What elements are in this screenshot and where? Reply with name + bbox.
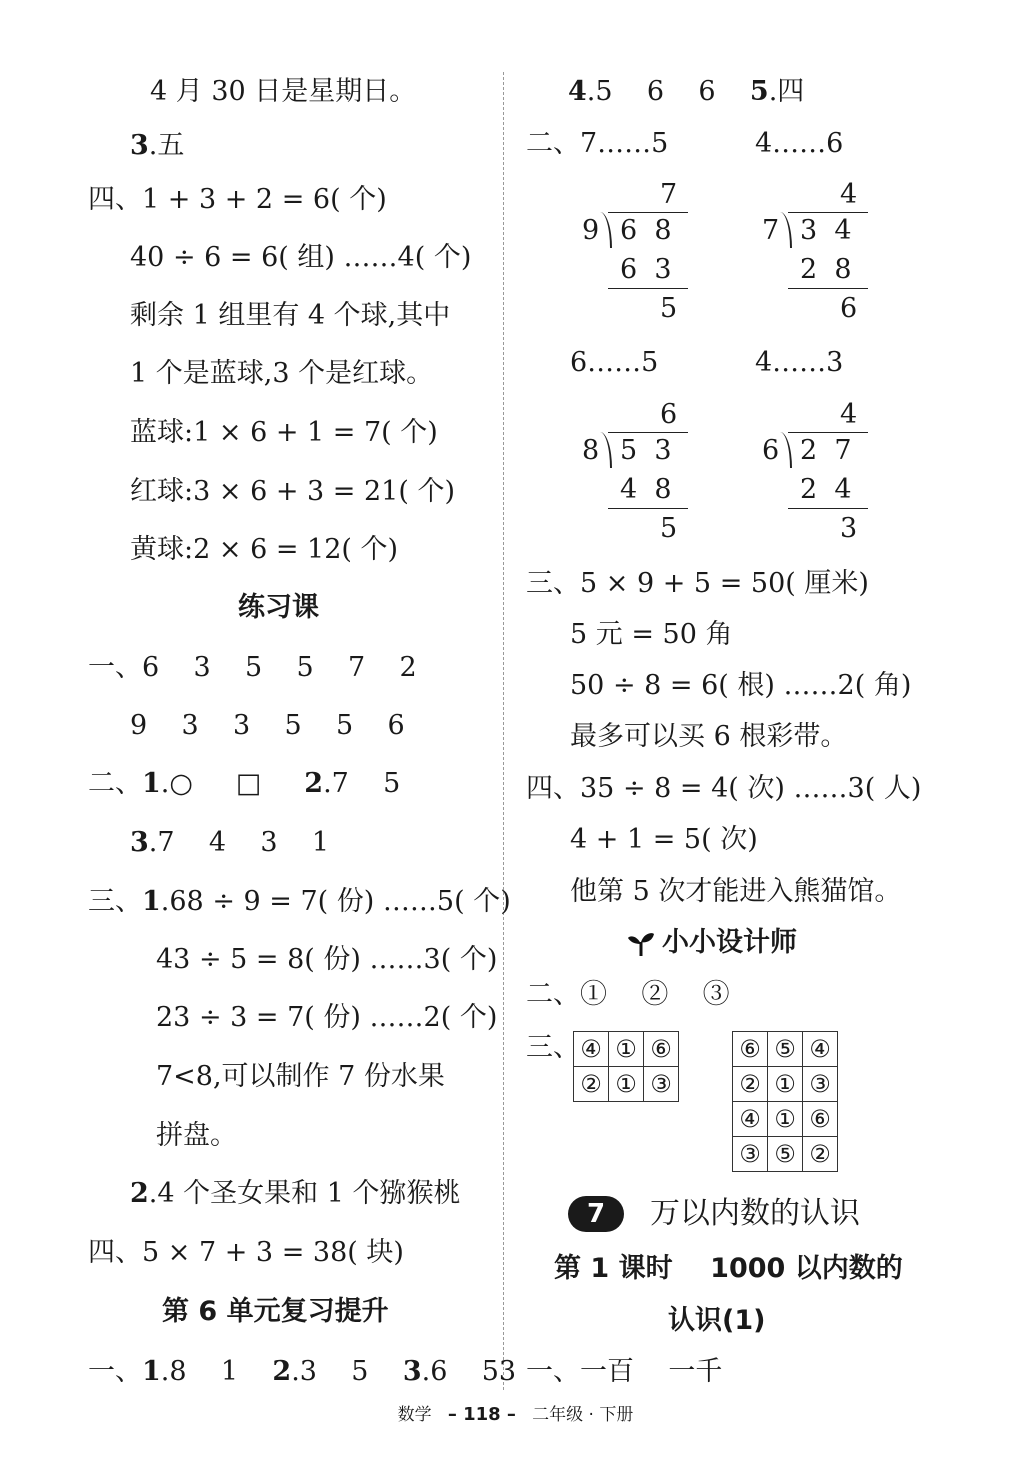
divisor: 9 <box>582 215 600 246</box>
left-line-21 <box>88 1356 516 1388</box>
remainder: 5 <box>660 293 678 324</box>
answer-text: .○ □ <box>160 768 262 799</box>
product: 2 8 <box>800 254 852 285</box>
quotient: 4 <box>840 399 858 430</box>
answer-text: .4 个圣女果和 1 个猕猴桃 <box>148 1178 461 1209</box>
right-line-2a: 二、7……5 <box>526 128 669 159</box>
right-line-13: 一、一百 一千 <box>526 1356 723 1387</box>
division-bar <box>608 212 688 213</box>
item-number: 1 <box>142 1356 161 1387</box>
quotient: 6 <box>660 399 678 430</box>
dividend: 5 3 <box>620 435 672 466</box>
left-line-1: 4 月 30 日是星期日。 <box>150 76 417 107</box>
quotient: 7 <box>660 179 678 210</box>
left-line-10: 一、6 3 5 5 7 2 <box>88 652 417 683</box>
item-number: 1 <box>142 886 161 917</box>
left-line-3: 四、1 + 3 + 2 = 6( 个) <box>88 184 387 215</box>
division-bracket <box>778 212 792 248</box>
grid-cell: ③ <box>803 1067 838 1102</box>
column-divider <box>503 72 504 1390</box>
divisor: 7 <box>762 215 780 246</box>
left-line-5: 剩余 1 组里有 4 个球,其中 <box>130 300 451 331</box>
answer-text: .8 1 <box>160 1356 273 1387</box>
lesson-title-line-2: 认识(1) <box>668 1305 766 1336</box>
remainder: 6 <box>840 293 858 324</box>
division-bracket <box>778 432 792 468</box>
grid-cell: ① <box>768 1102 803 1137</box>
remainder: 5 <box>660 513 678 544</box>
answer-text: .3 5 <box>291 1356 403 1387</box>
footer-subject: 数学 <box>397 1405 432 1425</box>
item-number: 4 <box>568 76 587 107</box>
right-line-5: 5 元 = 50 角 <box>570 619 733 650</box>
dividend: 2 7 <box>800 435 852 466</box>
remainder: 3 <box>840 513 858 544</box>
item-number: 3 <box>130 827 149 858</box>
long-division-1 <box>578 178 728 328</box>
answer-text: .6 53 <box>421 1356 517 1387</box>
divisor: 6 <box>762 435 780 466</box>
right-line-3b: 4……3 <box>755 347 844 378</box>
left-line-19 <box>130 1178 460 1210</box>
left-line-8: 红球:3 × 6 + 3 = 21( 个) <box>130 476 456 507</box>
right-line-6: 50 ÷ 8 = 6( 根) ……2( 角) <box>570 670 912 701</box>
answer-grid-1 <box>573 1031 679 1102</box>
right-line-3a: 6……5 <box>570 347 659 378</box>
right-line-10: 他第 5 次才能进入熊猫馆。 <box>570 876 902 907</box>
lesson-title-line-1: 第 1 课时 1000 以内数的 <box>554 1253 903 1284</box>
grid-cell: ① <box>609 1032 644 1067</box>
footer-grade: 二年级 · 下册 <box>532 1405 634 1425</box>
page-number: – 118 – <box>447 1404 516 1425</box>
left-line-12 <box>88 768 400 800</box>
item-number: 2 <box>272 1356 292 1387</box>
left-line-18: 拼盘。 <box>156 1120 237 1151</box>
left-line-15: 43 ÷ 5 = 8( 份) ……3( 个) <box>156 944 498 975</box>
grid-cell: ② <box>803 1137 838 1172</box>
right-line-8: 四、35 ÷ 8 = 4( 次) ……3( 人) <box>526 773 922 804</box>
item-number: 3 <box>130 130 149 161</box>
unit-number-badge: 7 <box>568 1196 624 1232</box>
left-line-16: 23 ÷ 3 = 7( 份) ……2( 个) <box>156 1002 498 1033</box>
long-division-2 <box>760 178 910 328</box>
division-bar <box>608 432 688 433</box>
long-division-4 <box>760 398 910 548</box>
section-heading-little-designer: 小小设计师 <box>662 927 797 958</box>
right-line-7: 最多可以买 6 根彩带。 <box>570 721 848 752</box>
part-label: 一、 <box>88 1356 142 1387</box>
grid-cell: ④ <box>803 1032 838 1067</box>
dividend: 6 8 <box>620 215 672 246</box>
answer-text: .五 <box>148 130 185 161</box>
division-bracket <box>598 432 612 468</box>
grid-cell: ⑤ <box>768 1137 803 1172</box>
grid-cell: ⑥ <box>803 1102 838 1137</box>
left-line-9: 黄球:2 × 6 = 12( 个) <box>130 534 399 565</box>
right-line-11: 二、① ② ③ <box>526 979 730 1010</box>
division-bracket <box>598 212 612 248</box>
subtraction-line <box>608 288 688 289</box>
answer-text: .68 ÷ 9 = 7( 份) ……5( 个) <box>160 886 511 917</box>
grid-cell: ② <box>574 1067 609 1102</box>
item-number: 1 <box>142 768 161 799</box>
divisor: 8 <box>582 435 600 466</box>
subtraction-line <box>788 288 868 289</box>
answer-grid-2 <box>732 1031 838 1172</box>
left-line-13 <box>130 827 329 859</box>
item-number: 3 <box>402 1356 422 1387</box>
grid-cell: ① <box>768 1067 803 1102</box>
answer-text: .四 <box>768 76 805 107</box>
part-label: 三、 <box>88 886 142 917</box>
left-line-14 <box>88 886 511 918</box>
product: 2 4 <box>800 474 852 505</box>
part-label: 二、 <box>88 768 142 799</box>
right-line-9: 4 + 1 = 5( 次) <box>570 824 758 855</box>
left-line-11: 9 3 3 5 5 6 <box>130 710 405 741</box>
grid-cell: ④ <box>574 1032 609 1067</box>
item-number: 5 <box>749 76 769 107</box>
left-line-2 <box>130 130 184 162</box>
grid-cell: ④ <box>733 1102 768 1137</box>
subtraction-line <box>788 508 868 509</box>
answer-text: .5 6 6 <box>586 76 750 107</box>
left-line-20: 四、5 × 7 + 3 = 38( 块) <box>88 1237 404 1268</box>
dividend: 3 4 <box>800 215 852 246</box>
left-line-4: 40 ÷ 6 = 6( 组) ……4( 个) <box>130 242 472 273</box>
grid-cell: ⑥ <box>733 1032 768 1067</box>
product: 4 8 <box>620 474 672 505</box>
sprout-icon <box>626 930 656 958</box>
grid-cell: ① <box>609 1067 644 1102</box>
subtraction-line <box>608 508 688 509</box>
answer-text: .7 4 3 1 <box>148 827 330 858</box>
item-number: 2 <box>130 1178 149 1209</box>
long-division-3 <box>580 398 730 548</box>
grid-cell: ⑤ <box>768 1032 803 1067</box>
item-number: 2 <box>304 768 324 799</box>
page-footer <box>0 1400 1031 1425</box>
grid-cell: ② <box>733 1067 768 1102</box>
grid-cell: ③ <box>733 1137 768 1172</box>
quotient: 4 <box>840 179 858 210</box>
left-line-17: 7<8,可以制作 7 份水果 <box>156 1061 445 1092</box>
right-line-12: 三、 <box>526 1032 580 1063</box>
unit-title: 万以内数的认识 <box>650 1196 860 1231</box>
grid-cell: ⑥ <box>644 1032 679 1067</box>
grid-cell: ③ <box>644 1067 679 1102</box>
division-bar <box>788 212 868 213</box>
division-bar <box>788 432 868 433</box>
left-line-7: 蓝球:1 × 6 + 1 = 7( 个) <box>130 417 438 448</box>
section-heading-practice: 练习课 <box>238 592 319 623</box>
right-line-2b: 4……6 <box>755 128 844 159</box>
left-line-6: 1 个是蓝球,3 个是红球。 <box>130 358 434 389</box>
right-line-1 <box>568 76 804 108</box>
section-heading-unit6-review: 第 6 单元复习提升 <box>162 1296 389 1327</box>
product: 6 3 <box>620 254 672 285</box>
right-line-4: 三、5 × 9 + 5 = 50( 厘米) <box>526 568 869 599</box>
answer-text: .7 5 <box>323 768 401 799</box>
